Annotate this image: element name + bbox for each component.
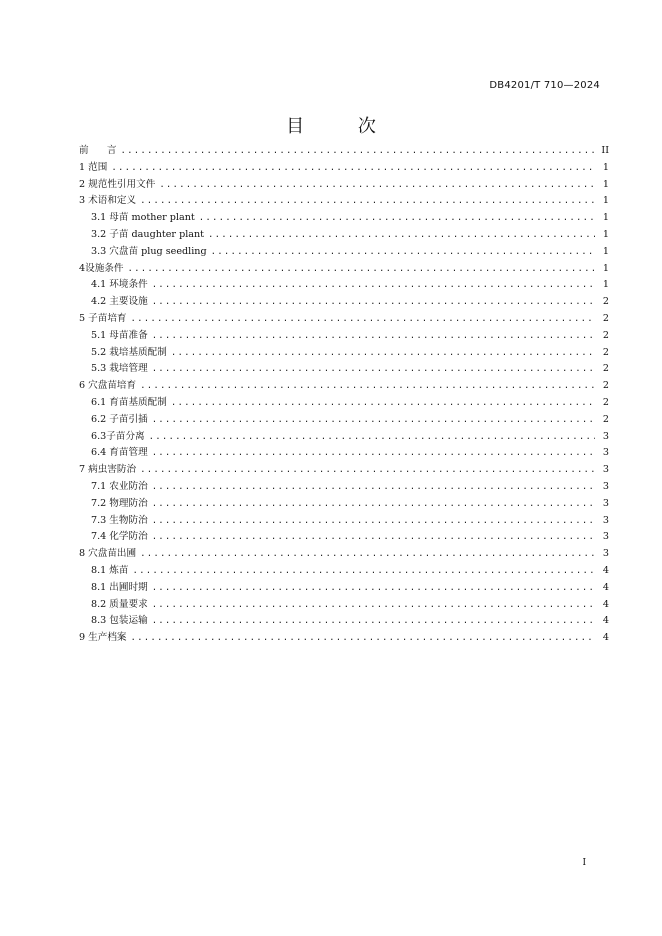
toc-page-number: 3 bbox=[602, 430, 609, 442]
toc-row-3-3[interactable] bbox=[79, 244, 609, 261]
toc-entry-text: 3.2 子苗 daughter plant bbox=[91, 228, 205, 240]
toc-page-number: 1 bbox=[602, 228, 609, 240]
toc-page-number: 2 bbox=[602, 396, 609, 408]
toc-entry-text: 3.1 母苗 mother plant bbox=[91, 212, 195, 224]
toc-leader-dots bbox=[152, 529, 595, 546]
toc-leader-dots bbox=[171, 345, 595, 362]
toc-page-number: 1 bbox=[602, 178, 609, 190]
toc-leader-dots bbox=[159, 177, 595, 194]
toc-entry-text: 4设施条件 bbox=[79, 262, 124, 274]
toc-page-number: 4 bbox=[602, 615, 609, 627]
toc-page-number: 3 bbox=[602, 514, 609, 526]
toc-row-foreword[interactable] bbox=[79, 143, 609, 160]
toc-page-number: 3 bbox=[602, 464, 609, 476]
toc-page-number: 1 bbox=[602, 279, 609, 291]
toc-page-number: 3 bbox=[602, 497, 609, 509]
toc-page-number: 3 bbox=[602, 447, 609, 459]
toc-entry-text: 5 子苗培育 bbox=[79, 312, 127, 324]
toc-page-number: 2 bbox=[602, 312, 609, 324]
toc-entry-text: 5.2 栽培基质配制 bbox=[91, 346, 167, 358]
toc-page-number: 4 bbox=[602, 632, 609, 644]
toc-entry-text: 5.3 栽培管理 bbox=[91, 363, 148, 375]
toc-row-7-3[interactable] bbox=[79, 513, 609, 530]
toc-leader-dots bbox=[131, 311, 595, 328]
toc-row-9[interactable] bbox=[79, 630, 609, 647]
toc-row-8-1a[interactable] bbox=[79, 563, 609, 580]
toc-row-2[interactable] bbox=[79, 177, 609, 194]
toc-row-8-3[interactable] bbox=[79, 613, 609, 630]
toc-leader-dots bbox=[152, 613, 595, 630]
toc-entry-text: 3.3 穴盘苗 plug seedling bbox=[91, 245, 207, 257]
toc-page-number: 3 bbox=[602, 548, 609, 560]
toc-leader-dots bbox=[149, 429, 595, 446]
toc-page-number: 3 bbox=[602, 480, 609, 492]
toc-row-7-1[interactable] bbox=[79, 479, 609, 496]
toc-entry-text: 7.1 农业防治 bbox=[91, 480, 148, 492]
toc-row-7-2[interactable] bbox=[79, 496, 609, 513]
toc-entry-text: 4.1 环境条件 bbox=[91, 279, 148, 291]
toc-row-7[interactable] bbox=[79, 462, 609, 479]
toc-leader-dots bbox=[152, 513, 595, 530]
toc-entry-text: 6.1 育苗基质配制 bbox=[91, 396, 167, 408]
toc-page-number: 2 bbox=[602, 346, 609, 358]
toc-page-number: 4 bbox=[602, 598, 609, 610]
toc-row-3[interactable] bbox=[79, 193, 609, 210]
toc-entry-text: 6.3子苗分离 bbox=[91, 430, 145, 442]
toc-leader-dots bbox=[211, 244, 595, 261]
toc-leader-dots bbox=[127, 261, 595, 278]
toc-page-number: 1 bbox=[602, 195, 609, 207]
toc-leader-dots bbox=[140, 546, 595, 563]
toc-leader-dots bbox=[140, 378, 595, 395]
toc-title: 目 次 bbox=[286, 116, 400, 137]
toc-leader-dots bbox=[152, 294, 595, 311]
toc-row-5[interactable] bbox=[79, 311, 609, 328]
toc-page-number: 1 bbox=[602, 262, 609, 274]
toc-row-4-2[interactable] bbox=[79, 294, 609, 311]
toc-row-8-1b[interactable] bbox=[79, 580, 609, 597]
toc-entry-text: 3 术语和定义 bbox=[79, 195, 137, 207]
toc-entry-text: 9 生产档案 bbox=[79, 632, 127, 644]
toc-leader-dots bbox=[152, 597, 595, 614]
toc-entry-text: 6.4 育苗管理 bbox=[91, 447, 148, 459]
toc-row-6-4[interactable] bbox=[79, 445, 609, 462]
toc-leader-dots bbox=[152, 412, 595, 429]
toc-row-3-1[interactable] bbox=[79, 210, 609, 227]
toc-row-6-2[interactable] bbox=[79, 412, 609, 429]
toc-leader-dots bbox=[152, 277, 595, 294]
toc-entry-text: 6 穴盘苗培育 bbox=[79, 380, 137, 392]
toc-entry-text: 前 言 bbox=[79, 145, 117, 156]
toc-leader-dots bbox=[152, 361, 595, 378]
table-of-contents bbox=[79, 143, 609, 647]
toc-row-1[interactable] bbox=[79, 160, 609, 177]
toc-entry-text: 8.3 包装运输 bbox=[91, 615, 148, 627]
toc-page-number: 2 bbox=[602, 380, 609, 392]
toc-page-number: 1 bbox=[602, 245, 609, 257]
toc-entry-text: 5.1 母苗准备 bbox=[91, 329, 148, 341]
toc-leader-dots bbox=[208, 227, 595, 244]
toc-page-number: 2 bbox=[602, 413, 609, 425]
toc-leader-dots bbox=[152, 445, 595, 462]
toc-row-4[interactable] bbox=[79, 261, 609, 278]
toc-entry-text: 4.2 主要设施 bbox=[91, 296, 148, 308]
toc-leader-dots bbox=[131, 630, 595, 647]
toc-entry-text: 6.2 子苗引插 bbox=[91, 413, 148, 425]
toc-leader-dots bbox=[121, 143, 596, 160]
toc-leader-dots bbox=[111, 160, 595, 177]
toc-row-7-4[interactable] bbox=[79, 529, 609, 546]
toc-page-number: 4 bbox=[602, 581, 609, 593]
toc-entry-text: 7.4 化学防治 bbox=[91, 531, 148, 543]
toc-entry-text: 7.3 生物防治 bbox=[91, 514, 148, 526]
toc-row-5-1[interactable] bbox=[79, 328, 609, 345]
document-code: DB4201/T 710—2024 bbox=[489, 80, 600, 91]
toc-entry-text: 7 病虫害防治 bbox=[79, 464, 137, 476]
toc-page-number: 1 bbox=[602, 161, 609, 173]
toc-leader-dots bbox=[152, 328, 595, 345]
toc-page-number: 3 bbox=[602, 531, 609, 543]
toc-row-4-1[interactable] bbox=[79, 277, 609, 294]
toc-leader-dots bbox=[140, 462, 595, 479]
toc-leader-dots bbox=[171, 395, 595, 412]
toc-row-6-1[interactable] bbox=[79, 395, 609, 412]
toc-entry-text: 8.2 质量要求 bbox=[91, 598, 148, 610]
toc-page-number: II bbox=[601, 145, 609, 156]
toc-row-8[interactable] bbox=[79, 546, 609, 563]
toc-page-number: 2 bbox=[602, 363, 609, 375]
toc-page-number: 4 bbox=[602, 564, 609, 576]
toc-leader-dots bbox=[152, 479, 595, 496]
toc-row-3-2[interactable] bbox=[79, 227, 609, 244]
toc-entry-text: 8.1 炼苗 bbox=[91, 564, 129, 576]
toc-leader-dots bbox=[152, 496, 595, 513]
toc-page-number: 1 bbox=[602, 212, 609, 224]
toc-entry-text: 1 范围 bbox=[79, 161, 108, 173]
toc-leader-dots bbox=[133, 563, 596, 580]
toc-leader-dots bbox=[199, 210, 595, 227]
toc-row-8-2[interactable] bbox=[79, 597, 609, 614]
toc-leader-dots bbox=[152, 580, 595, 597]
toc-row-6[interactable] bbox=[79, 378, 609, 395]
toc-entry-text: 2 规范性引用文件 bbox=[79, 178, 156, 190]
toc-page-number: 2 bbox=[602, 329, 609, 341]
toc-row-6-3[interactable] bbox=[79, 429, 609, 446]
toc-entry-text: 8.1 出圃时期 bbox=[91, 581, 148, 593]
toc-leader-dots bbox=[140, 193, 595, 210]
page-number: I bbox=[582, 858, 586, 868]
toc-page-number: 2 bbox=[602, 296, 609, 308]
toc-row-5-3[interactable] bbox=[79, 361, 609, 378]
toc-row-5-2[interactable] bbox=[79, 345, 609, 362]
toc-entry-text: 7.2 物理防治 bbox=[91, 497, 148, 509]
toc-entry-text: 8 穴盘苗出圃 bbox=[79, 548, 137, 560]
